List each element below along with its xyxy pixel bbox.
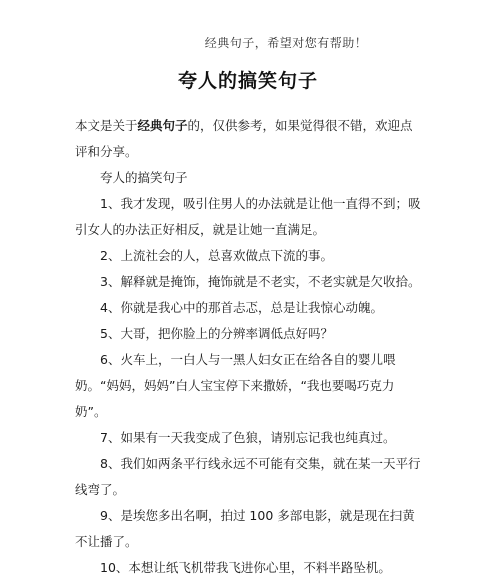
section-subtitle: 夸人的搞笑句子 — [100, 170, 188, 185]
list-item: 8、我们如两条平行线永远不可能有交集，就在某一天平行线弯了。 — [75, 456, 421, 497]
page-title: 夸人的搞笑句子 — [177, 70, 318, 92]
intro-paragraph — [75, 113, 423, 165]
list-item: 7、如果有一天我变成了色狼，请别忘记我也纯真过。 — [100, 430, 396, 445]
header-note: 经典句子，希望对您有帮助！ — [204, 36, 368, 50]
intro-prefix: 本文是关于 — [75, 118, 138, 133]
list-item: 9、是埃您多出名啊，拍过 100 多部电影，就是现在扫黄不让播了。 — [75, 508, 415, 549]
intro-suffix: 的，仅供参考，如果觉得很不错，欢迎点评和分享。 — [75, 118, 413, 159]
list-item: 1、我才发现，吸引住男人的办法就是让他一直得不到；吸引女人的办法正好相反，就是让她一直满足。 — [75, 196, 421, 237]
list-item: 6、火车上，一白人与一黑人妇女正在给各自的婴儿喂奶。“妈妈，妈妈”白人宝宝停下来撒娇，“我也要喝巧克力奶”。 — [75, 352, 396, 419]
list-item: 4、你就是我心中的那首忐忑，总是让我惊心动魄。 — [100, 300, 383, 315]
list-item: 3、解释就是掩饰，掩饰就是不老实，不老实就是欠收拾。 — [100, 274, 421, 289]
list-item: 5、大哥，把你脸上的分辨率调低点好吗？ — [100, 326, 333, 341]
document-body — [75, 113, 423, 581]
list-item: 2、上流社会的人，总喜欢做点下流的事。 — [100, 248, 333, 263]
intro-keyword: 经典句子 — [137, 118, 188, 133]
list-item: 10、本想让纸飞机带我飞进你心里，不料半路坠机。 — [100, 560, 391, 575]
